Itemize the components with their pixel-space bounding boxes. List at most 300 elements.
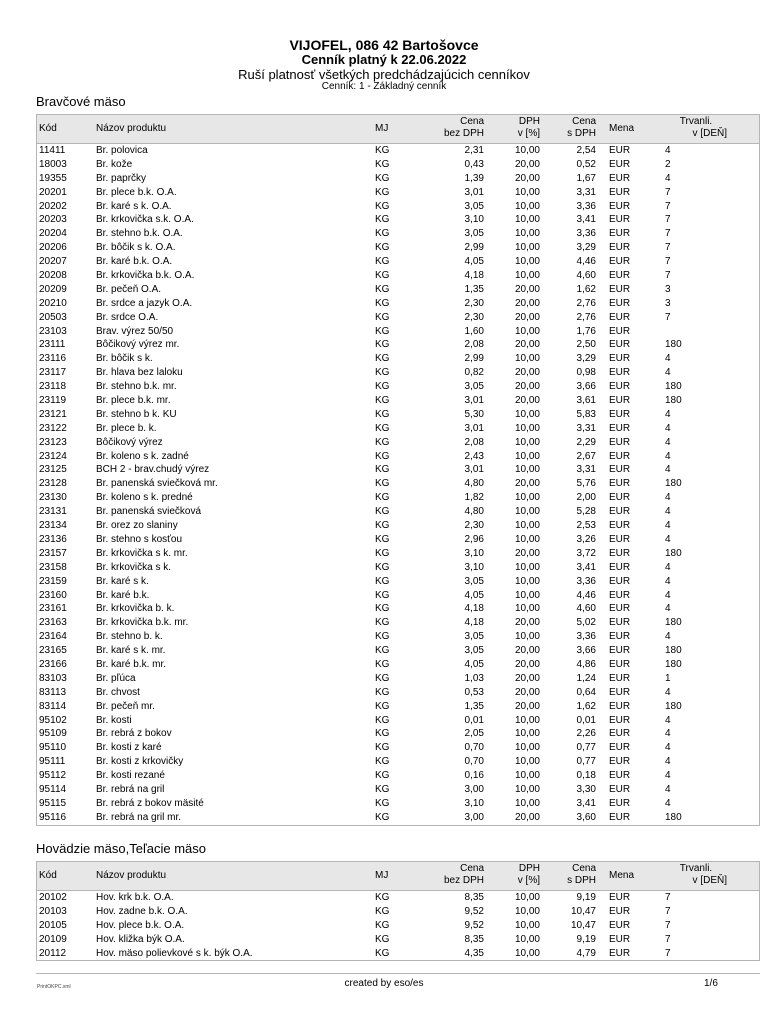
cell-nazov: Hov. krk b.k. O.A. (96, 892, 174, 903)
cell-nazov: Br. stehno s kosťou (96, 533, 183, 545)
cell-dph: 20,00 (514, 672, 540, 684)
section-title-beef: Hovädzie mäso,Teľacie mäso (36, 841, 206, 856)
cell-mena: EUR (609, 283, 631, 295)
table-row (37, 797, 759, 811)
cell-dph: 10,00 (514, 436, 540, 448)
cell-mena: EUR (609, 947, 631, 959)
table-body (36, 144, 760, 826)
cell-cenasdph: 4,46 (576, 589, 596, 601)
column-header-nazov: Názov produktu (96, 123, 167, 134)
column-header-cena: Cena (460, 863, 484, 874)
cell-cenasdph: 2,00 (576, 492, 596, 504)
cell-mj: KG (375, 617, 390, 629)
table-row (37, 602, 759, 616)
table-row (37, 769, 759, 783)
column-header-mj: MJ (375, 123, 389, 134)
cell-nazov: Br. paprčky (96, 172, 147, 184)
cell-kod: 20208 (39, 270, 67, 282)
cell-kod: 23123 (39, 436, 67, 448)
cell-mj: KG (375, 422, 390, 434)
cell-cenasdph: 3,29 (576, 353, 596, 365)
cell-dph: 20,00 (514, 617, 540, 629)
cell-trv: 4 (665, 145, 671, 156)
table-row (37, 644, 759, 658)
cell-mj: KG (375, 395, 390, 407)
cell-nazov: Br. orez zo slaniny (96, 520, 178, 532)
table-row (37, 283, 759, 297)
cell-dph: 10,00 (514, 742, 540, 754)
cell-dph: 10,00 (514, 145, 540, 156)
table-row (37, 672, 759, 686)
cell-cena: 0,53 (464, 686, 484, 698)
cell-trv: 4 (665, 450, 671, 462)
table-row (37, 547, 759, 561)
cell-mena: EUR (609, 395, 631, 407)
cell-kod: 95102 (39, 714, 67, 726)
cell-dph: 20,00 (514, 686, 540, 698)
footer-file-label: PrintOKPC.xml (37, 984, 71, 990)
cell-trv: 180 (665, 381, 682, 393)
cell-trv: 4 (665, 575, 671, 587)
cell-nazov: Br. bôčik s k. (96, 353, 153, 365)
cell-mena: EUR (609, 311, 631, 323)
cell-nazov: Br. krkovička b. k. (96, 603, 175, 615)
cell-mena: EUR (609, 919, 631, 931)
cell-trv: 4 (665, 172, 671, 184)
cell-mj: KG (375, 714, 390, 726)
cell-dph: 10,00 (514, 520, 540, 532)
cell-cenasdph: 9,19 (576, 933, 596, 945)
cell-cenasdph: 3,36 (576, 631, 596, 643)
column-header-cena: Cena (460, 116, 484, 127)
cell-cena: 4,35 (464, 947, 484, 959)
cell-cena: 3,05 (464, 645, 484, 657)
cell-trv: 4 (665, 464, 671, 476)
cell-trv: 4 (665, 367, 671, 379)
cell-kod: 11411 (39, 145, 66, 156)
cell-kod: 20209 (39, 283, 67, 295)
section-title-pork: Bravčové mäso (36, 94, 126, 109)
cell-trv: 4 (665, 756, 671, 768)
cell-cena: 4,05 (464, 658, 484, 670)
cell-cena: 2,96 (464, 533, 484, 545)
cell-mena: EUR (609, 158, 631, 170)
cell-trv: 180 (665, 478, 682, 490)
cell-cena: 1,03 (464, 672, 484, 684)
table-row (37, 505, 759, 519)
cell-dph: 10,00 (514, 270, 540, 282)
cell-mena: EUR (609, 186, 631, 198)
cell-trv: 4 (665, 506, 671, 518)
cell-cena: 2,05 (464, 728, 484, 740)
cell-trv: 4 (665, 492, 671, 504)
table-row (37, 727, 759, 741)
cell-kod: 23124 (39, 450, 67, 462)
cell-mj: KG (375, 214, 390, 226)
cell-cenasdph: 3,61 (576, 395, 596, 407)
cell-dph: 10,00 (514, 256, 540, 268)
cell-nazov: Br. chvost (96, 686, 140, 698)
cell-dph: 10,00 (514, 450, 540, 462)
cell-nazov: Br. polovica (96, 145, 148, 156)
cell-trv: 180 (665, 700, 682, 712)
cell-trv: 4 (665, 603, 671, 615)
cell-mj: KG (375, 506, 390, 518)
cancel-note: Ruší platnosť všetkých predchádzajúcich cenníkov (238, 67, 530, 82)
cell-nazov: Br. rebrá z bokov (96, 728, 172, 740)
cell-dph: 10,00 (514, 242, 540, 254)
cell-nazov: Br. karé b.k. O.A. (96, 256, 173, 268)
cell-kod: 23128 (39, 478, 67, 490)
cell-mena: EUR (609, 547, 631, 559)
cell-kod: 23125 (39, 464, 67, 476)
table-row (37, 714, 759, 728)
cell-nazov: Bôčikový výrez mr. (96, 339, 180, 351)
cell-trv: 7 (665, 214, 671, 226)
cell-dph: 10,00 (514, 561, 540, 573)
table-row (37, 422, 759, 436)
cell-cenasdph: 5,76 (576, 478, 596, 490)
cell-kod: 95116 (39, 811, 67, 823)
cell-mena: EUR (609, 658, 631, 670)
cell-cenasdph: 3,31 (576, 464, 596, 476)
cell-dph: 10,00 (514, 408, 540, 420)
cell-nazov: Br. stehno b. k. (96, 631, 163, 643)
cell-mj: KG (375, 672, 390, 684)
cell-cenasdph: 4,86 (576, 658, 596, 670)
cell-nazov: Br. pečeň O.A. (96, 283, 162, 295)
cell-mj: KG (375, 561, 390, 573)
cell-mj: KG (375, 905, 390, 917)
footer-divider (36, 973, 760, 974)
cell-mj: KG (375, 270, 390, 282)
column-header-dph: DPH (518, 116, 540, 127)
cell-trv: 180 (665, 547, 682, 559)
cell-dph: 20,00 (514, 367, 540, 379)
cell-trv: 4 (665, 728, 671, 740)
cell-mena: EUR (609, 506, 631, 518)
cell-cena: 4,80 (464, 478, 484, 490)
table-body (36, 891, 760, 961)
table-row (37, 227, 759, 241)
cell-cenasdph: 2,54 (576, 145, 596, 156)
cell-cenasdph: 3,41 (576, 561, 596, 573)
cell-dph: 10,00 (514, 728, 540, 740)
cell-dph: 20,00 (514, 700, 540, 712)
cell-nazov: Hov. plece b.k. O.A. (96, 919, 185, 931)
cell-trv: 4 (665, 422, 671, 434)
cell-cena: 0,01 (464, 714, 484, 726)
cell-mj: KG (375, 450, 390, 462)
cell-dph: 10,00 (514, 575, 540, 587)
cell-kod: 23164 (39, 631, 67, 643)
table-row (37, 200, 759, 214)
cell-kod: 20503 (39, 311, 67, 323)
cell-kod: 23118 (39, 381, 67, 393)
cell-kod: 23131 (39, 506, 67, 518)
table-row (37, 394, 759, 408)
cell-mena: EUR (609, 353, 631, 365)
cell-cenasdph: 2,53 (576, 520, 596, 532)
column-header-cena: bez DPH (443, 128, 484, 139)
cell-mena: EUR (609, 728, 631, 740)
cell-nazov: Br. krkovička b.k. O.A. (96, 270, 195, 282)
cell-cena: 8,35 (464, 933, 484, 945)
column-header-kod: Kód (39, 123, 57, 134)
cell-mj: KG (375, 933, 390, 945)
table-row (37, 213, 759, 227)
cell-kod: 20202 (39, 200, 67, 212)
cell-mena: EUR (609, 797, 631, 809)
cell-kod: 20103 (39, 905, 67, 917)
cell-mj: KG (375, 645, 390, 657)
cell-cenasdph: 1,62 (576, 283, 596, 295)
cell-nazov: Br. stehno b.k. mr. (96, 381, 177, 393)
cell-mj: KG (375, 756, 390, 768)
cell-mj: KG (375, 770, 390, 782)
column-header-cenasdph: s DPH (567, 128, 596, 139)
cell-nazov: Br. pľúca (96, 672, 136, 684)
cell-cenasdph: 4,60 (576, 603, 596, 615)
cell-cena: 3,05 (464, 631, 484, 643)
company-name: VIJOFEL, 086 42 Bartošovce (289, 37, 479, 53)
column-header-cenasdph: Cena (572, 863, 596, 874)
cell-trv: 4 (665, 742, 671, 754)
cell-cena: 4,18 (464, 270, 484, 282)
cell-kod: 20206 (39, 242, 67, 254)
cell-dph: 10,00 (514, 756, 540, 768)
cell-mena: EUR (609, 422, 631, 434)
cell-mj: KG (375, 228, 390, 240)
cell-trv: 180 (665, 339, 682, 351)
cell-kod: 83103 (39, 672, 67, 684)
column-header-cena: bez DPH (443, 875, 484, 886)
cell-kod: 23157 (39, 547, 67, 559)
cell-mj: KG (375, 436, 390, 448)
cell-mena: EUR (609, 270, 631, 282)
cell-mj: KG (375, 242, 390, 254)
cell-mena: EUR (609, 686, 631, 698)
table-row (37, 366, 759, 380)
table-header (36, 861, 760, 891)
cell-nazov: Br. karé s k. mr. (96, 645, 166, 657)
cell-kod: 23158 (39, 561, 67, 573)
cell-kod: 83113 (39, 686, 67, 698)
cell-trv: 7 (665, 256, 671, 268)
cell-mj: KG (375, 311, 390, 323)
cell-nazov: Br. rebrá na gril mr. (96, 811, 182, 823)
cell-mj: KG (375, 603, 390, 615)
cell-kod: 23166 (39, 658, 67, 670)
table-row (37, 589, 759, 603)
page-number: 1/6 (704, 978, 718, 989)
cell-trv: 7 (665, 947, 671, 959)
cell-mena: EUR (609, 892, 631, 903)
cell-trv: 1 (665, 672, 671, 684)
cell-cena: 3,01 (464, 186, 484, 198)
cell-cenasdph: 2,26 (576, 728, 596, 740)
cell-nazov: Br. rebrá na gril (96, 783, 165, 795)
cell-nazov: Br. stehno b.k. O.A. (96, 228, 183, 240)
cell-cenasdph: 0,52 (576, 158, 596, 170)
cell-mj: KG (375, 547, 390, 559)
cell-nazov: Br. panenská sviečková mr. (96, 478, 218, 490)
cell-cena: 3,05 (464, 575, 484, 587)
table-row (37, 144, 759, 158)
cell-cenasdph: 5,28 (576, 506, 596, 518)
cell-mj: KG (375, 797, 390, 809)
cell-dph: 10,00 (514, 214, 540, 226)
cell-dph: 10,00 (514, 603, 540, 615)
cell-kod: 23163 (39, 617, 67, 629)
table-row (37, 255, 759, 269)
cell-mj: KG (375, 256, 390, 268)
table-row (37, 658, 759, 672)
cell-cenasdph: 3,41 (576, 797, 596, 809)
cell-mena: EUR (609, 575, 631, 587)
cell-cenasdph: 3,36 (576, 575, 596, 587)
cell-mena: EUR (609, 617, 631, 629)
cell-mena: EUR (609, 228, 631, 240)
cell-trv: 7 (665, 905, 671, 917)
cell-mj: KG (375, 283, 390, 295)
cell-mj: KG (375, 575, 390, 587)
cell-trv: 4 (665, 589, 671, 601)
cell-mena: EUR (609, 672, 631, 684)
cell-mena: EUR (609, 297, 631, 309)
cell-cena: 1,35 (464, 283, 484, 295)
cell-dph: 10,00 (514, 506, 540, 518)
table-row (37, 186, 759, 200)
cell-mj: KG (375, 367, 390, 379)
cell-kod: 95115 (39, 797, 67, 809)
cell-mena: EUR (609, 770, 631, 782)
cell-trv: 2 (665, 158, 671, 170)
cell-cena: 4,80 (464, 506, 484, 518)
footer-created-by: created by eso/es (344, 978, 424, 989)
cell-mj: KG (375, 700, 390, 712)
cell-dph: 10,00 (514, 631, 540, 643)
table-row (37, 811, 759, 825)
table-row (37, 408, 759, 422)
cell-mj: KG (375, 145, 390, 156)
cell-dph: 10,00 (514, 589, 540, 601)
cell-kod: 20204 (39, 228, 67, 240)
cell-dph: 10,00 (514, 783, 540, 795)
pricelist-name: Cenník: 1 - Základný cenník (321, 81, 447, 92)
cell-kod: 20109 (39, 933, 67, 945)
cell-mj: KG (375, 589, 390, 601)
cell-cena: 2,43 (464, 450, 484, 462)
cell-mena: EUR (609, 450, 631, 462)
price-table-beef (36, 861, 760, 961)
cell-cena: 0,16 (464, 770, 484, 782)
cell-trv: 4 (665, 686, 671, 698)
cell-nazov: Br. krkovička s k. (96, 561, 172, 573)
cell-trv: 4 (665, 533, 671, 545)
cell-cenasdph: 2,76 (576, 311, 596, 323)
cell-cenasdph: 10,47 (570, 905, 596, 917)
cell-trv: 7 (665, 919, 671, 931)
cell-cena: 4,05 (464, 589, 484, 601)
column-header-trv: Trvanli. (679, 116, 713, 127)
table-row (37, 269, 759, 283)
cell-nazov: Br. bôčik s k. O.A. (96, 242, 176, 254)
cell-kod: 20201 (39, 186, 67, 198)
column-header-cenasdph: Cena (572, 116, 596, 127)
cell-trv: 7 (665, 311, 671, 323)
cell-cena: 3,10 (464, 561, 484, 573)
cell-mj: KG (375, 172, 390, 184)
cell-trv: 7 (665, 933, 671, 945)
cell-kod: 20102 (39, 892, 67, 903)
cell-mj: KG (375, 408, 390, 420)
cell-kod: 23136 (39, 533, 67, 545)
cell-nazov: Br. krkovička b.k. mr. (96, 617, 189, 629)
column-header-dph: v [%] (517, 875, 540, 886)
cell-mj: KG (375, 728, 390, 740)
table-row (37, 783, 759, 797)
cell-trv: 4 (665, 408, 671, 420)
cell-mena: EUR (609, 214, 631, 226)
cell-cena: 2,30 (464, 311, 484, 323)
cell-cena: 3,01 (464, 422, 484, 434)
cell-cenasdph: 0,18 (576, 770, 596, 782)
cell-kod: 23119 (39, 395, 67, 407)
cell-mena: EUR (609, 905, 631, 917)
cell-mena: EUR (609, 242, 631, 254)
cell-dph: 20,00 (514, 478, 540, 490)
cell-cena: 3,01 (464, 464, 484, 476)
cell-cena: 0,70 (464, 742, 484, 754)
cell-mena: EUR (609, 631, 631, 643)
table-row (37, 616, 759, 630)
cell-cena: 3,01 (464, 395, 484, 407)
cell-nazov: Br. srdce O.A. (96, 311, 159, 323)
table-row (37, 338, 759, 352)
cell-dph: 20,00 (514, 658, 540, 670)
table-row (37, 686, 759, 700)
cell-cena: 2,08 (464, 339, 484, 351)
cell-nazov: Br. kože (96, 158, 133, 170)
cell-kod: 95110 (39, 742, 67, 754)
cell-trv: 7 (665, 200, 671, 212)
cell-cena: 2,31 (464, 145, 484, 156)
cell-cenasdph: 4,79 (576, 947, 596, 959)
cell-nazov: Brav. výrez 50/50 (96, 325, 174, 337)
cell-trv: 4 (665, 561, 671, 573)
cell-dph: 20,00 (514, 339, 540, 351)
cell-mena: EUR (609, 464, 631, 476)
cell-cena: 1,35 (464, 700, 484, 712)
table-row (37, 450, 759, 464)
cell-cenasdph: 0,01 (576, 714, 596, 726)
cell-dph: 10,00 (514, 325, 540, 337)
cell-kod: 20207 (39, 256, 67, 268)
cell-cena: 0,43 (464, 158, 484, 170)
cell-kod: 95112 (39, 770, 67, 782)
table-row (37, 241, 759, 255)
cell-dph: 10,00 (514, 933, 540, 945)
cell-mj: KG (375, 892, 390, 903)
cell-dph: 20,00 (514, 547, 540, 559)
cell-cena: 3,05 (464, 381, 484, 393)
cell-mena: EUR (609, 533, 631, 545)
cell-cena: 2,30 (464, 520, 484, 532)
cell-cena: 4,18 (464, 617, 484, 629)
cell-mj: KG (375, 783, 390, 795)
cell-cena: 3,05 (464, 200, 484, 212)
